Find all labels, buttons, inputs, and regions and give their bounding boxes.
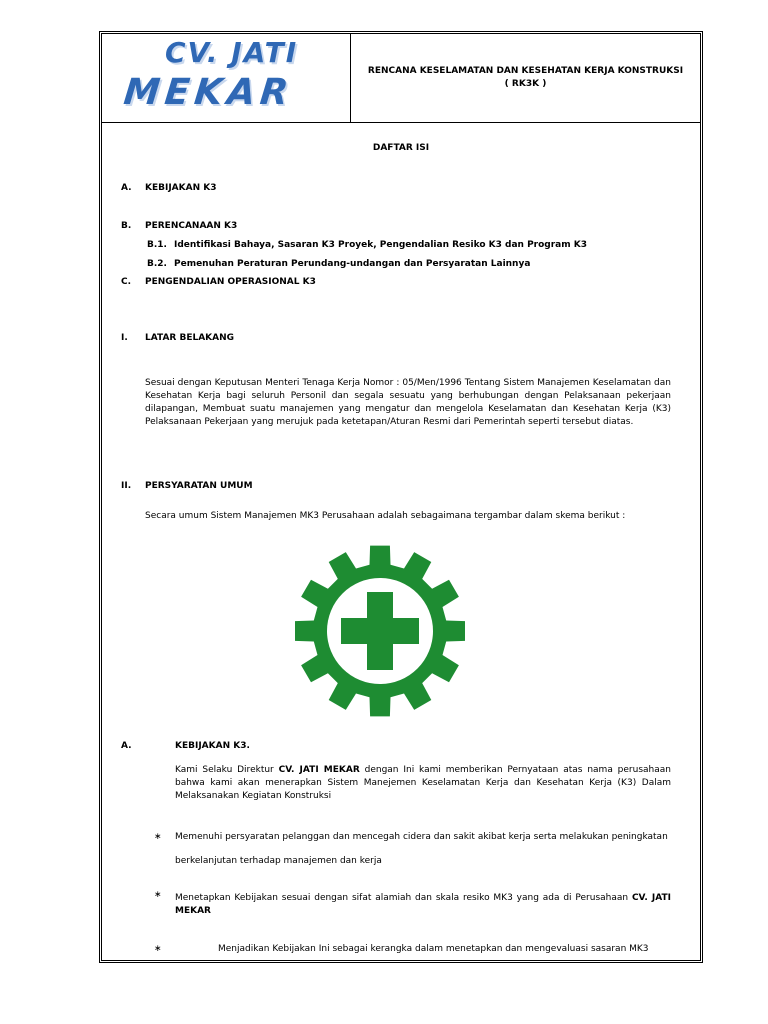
toc-item-num: B. — [121, 221, 132, 231]
latar-belakang-paragraph: Sesuai dengan Keputusan Menteri Tenaga Kerja Nomor : 05/Men/1996 Tentang Sistem Manajemen Keselamatan dan Kesehatan Kerja bagi seluruh Personil dan segala sesuatu yang berhubungan dengan Pelaksanaan pekerjaan dilapangan, Membuat suatu manajemen yang mengatur dan mengelola Keselamatan dan Kesehatan Kerja (K3) Pelaksanaan Pekerjaan yang merujuk pada ketetapan/Aturan Resmi dari Pemerintah seperti tersebut diatas. — [145, 378, 671, 427]
title-line2: ( RK3K ) — [504, 79, 547, 89]
toc-item-kebijakan: KEBIJAKAN K3 — [145, 183, 217, 193]
company-name: CV. JATI MEKAR — [175, 893, 671, 916]
company-name: CV. JATI MEKAR — [278, 765, 360, 775]
section-title-latar-belakang: LATAR BELAKANG — [145, 333, 235, 343]
toc-heading: DAFTAR ISI — [372, 143, 430, 153]
policy-bullet-3: Menjadikan Kebijakan Ini sebagai kerangka dalam menetapkan dan mengevaluasi sasaran MK3 — [218, 944, 649, 954]
toc-subitem-identifikasi: Identifikasi Bahaya, Sasaran K3 Proyek, Pengendalian Resiko K3 dan Program K3 — [174, 240, 587, 250]
document-title — [351, 65, 700, 91]
logo-text-line2: MEKAR — [121, 72, 296, 113]
policy-bullet-1-line2: berkelanjutan terhadap manajemen dan kerja — [175, 856, 382, 866]
toc-item-perencanaan: PERENCANAAN K3 — [145, 221, 238, 231]
bullet-icon: ∗ — [154, 890, 162, 900]
toc-item-num: C. — [121, 277, 132, 287]
document-header — [102, 34, 700, 123]
toc-subitem-pemenuhan: Pemenuhan Peraturan Perundang-undangan dan Persyaratan Lainnya — [174, 259, 531, 269]
section-title-persyaratan-umum: PERSYARATAN UMUM — [145, 481, 253, 491]
section-title-kebijakan: KEBIJAKAN K3. — [175, 741, 250, 751]
toc-subitem-num: B.1. — [147, 240, 167, 250]
policy-bullet-2-text: Menetapkan Kebijakan sesuai dengan sifat alamiah dan skala resiko MK3 yang ada di Perusahaan — [175, 893, 632, 903]
policy-intro-post: dengan Ini kami memberikan Pernyataan atas nama perusahaan bahwa kami akan menerapkan Sistem Manejemen Keselamatan Kerja dan Kesehatan Kerja (K3) Dalam Melaksanakan Kegiatan Konstruksi — [175, 765, 671, 801]
section-number: I. — [121, 333, 128, 343]
persyaratan-umum-paragraph: Secara umum Sistem Manajemen MK3 Perusahaan adalah sebagaimana tergambar dalam skema berikut : — [145, 511, 626, 521]
policy-intro-pre: Kami Selaku Direktur — [175, 765, 279, 775]
bullet-icon: ∗ — [154, 832, 162, 842]
bullet-icon: ∗ — [154, 944, 162, 954]
company-logo — [102, 34, 351, 122]
logo-text-line1: CV. JATI — [165, 36, 299, 69]
policy-intro-paragraph — [175, 764, 671, 803]
toc-item-pengendalian: PENGENDALIAN OPERASIONAL K3 — [145, 277, 316, 287]
toc-subitem-num: B.2. — [147, 259, 167, 269]
section-number: A. — [121, 741, 132, 751]
document-page — [101, 33, 701, 961]
policy-bullet-2 — [175, 892, 671, 918]
title-line1: RENCANA KESELAMATAN DAN KESEHATAN KERJA KONSTRUKSI — [367, 66, 684, 76]
k3-gear-cross-icon — [295, 541, 465, 717]
section-number: II. — [121, 481, 132, 491]
toc-item-num: A. — [121, 183, 132, 193]
document-title-cell — [351, 34, 700, 122]
policy-bullet-1-line1: Memenuhi persyaratan pelanggan dan mencegah cidera dan sakit akibat kerja serta melakukan peningkatan — [175, 832, 668, 842]
